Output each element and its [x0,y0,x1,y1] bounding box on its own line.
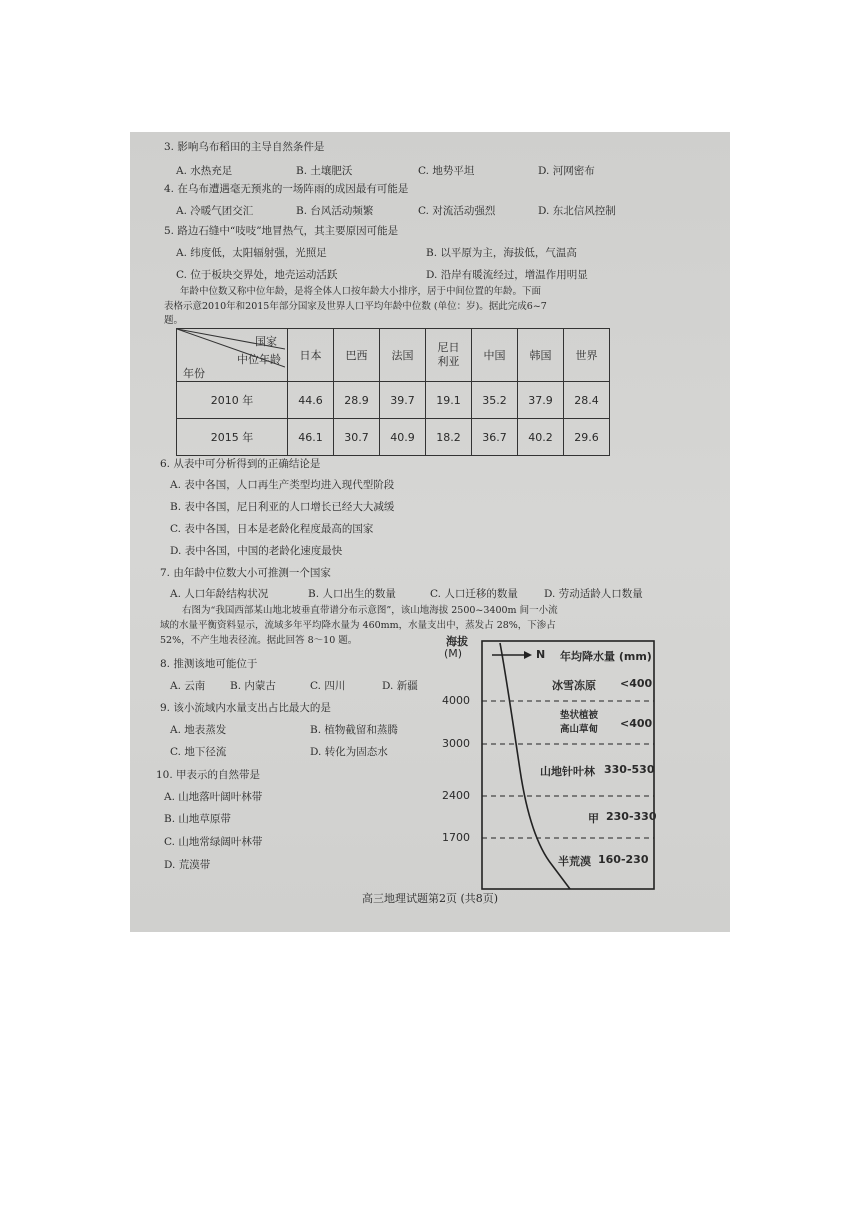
country-japan: 日本 [288,329,334,382]
q6-option-b: B. 表中各国，尼日利亚的人口增长已经大大减缓 [170,501,395,513]
cell-value: 35.2 [472,382,518,419]
cell-value: 46.1 [288,419,334,456]
q4-option-a: A. 冷暖气团交汇 [176,205,254,217]
q4-stem: 4. 在乌布遭遇毫无预兆的一场阵雨的成因最有可能是 [164,183,409,195]
diagram-y-title: 海拔 [446,635,468,648]
q5-option-c: C. 位于板块交界处，地壳运动活跃 [176,269,338,281]
country-brazil: 巴西 [334,329,380,382]
intro810-line1: 右图为“我国西部某山地北坡垂直带谱分布示意图”，该山地海拔 2500~3400m 间一小流 [182,605,558,616]
q8-option-c: C. 四川 [310,680,346,692]
q6-option-c: C. 表中各国，日本是老龄化程度最高的国家 [170,523,374,535]
zone-conifer-forest: 山地针叶林 [540,765,595,778]
intro67-line2: 表格示意2010年和2015年部分国家及世界人口平均年龄中位数 (单位：岁)。据此完成6~7 [164,301,547,312]
zone-alpine-meadow-precip: <400 [620,717,653,730]
cell-value: 29.6 [564,419,610,456]
q6-option-d: D. 表中各国，中国的老龄化速度最快 [170,545,343,557]
q10-option-a: A. 山地落叶阔叶林带 [164,791,263,803]
q6-option-a: A. 表中各国，人口再生产类型均进入现代型阶段 [170,479,395,491]
median-age-table [176,328,610,456]
zone-semi-desert: 半荒漠 [558,855,591,868]
q8-option-a: A. 云南 [170,680,206,692]
intro810-line2: 域的水量平衡资料显示，流域多年平均降水量为 460mm，水量支出中，蒸发占 28%，下渗占 [160,620,556,631]
q3-option-b: B. 土壤肥沃 [296,165,353,177]
q10-option-c: C. 山地常绿阔叶林带 [164,836,263,848]
q9-option-b: B. 植物截留和蒸腾 [310,724,398,736]
zone-snow-tundra: 冰雪冻原 [552,679,596,692]
zone-conifer-forest-precip: 330-530 [604,763,655,776]
q7-option-a: A. 人口年龄结构状况 [170,588,269,600]
vertical-zonation-diagram [440,635,660,893]
table-header-row [177,329,610,382]
zone-semi-desert-precip: 160-230 [598,853,649,866]
intro67-line1: 年龄中位数又称中位年龄，是将全体人口按年龄大小排序，居于中间位置的年龄。下面 [180,286,542,297]
q5-option-b: B. 以平原为主，海拔低，气温高 [426,247,577,259]
q3-option-c: C. 地势平坦 [418,165,475,177]
header-year-label: 年份 [183,367,205,380]
diagram-y-unit: (M) [444,647,463,660]
q9-stem: 9. 该小流域内水量支出占比最大的是 [160,702,331,714]
row-year: 2010 年 [177,382,288,419]
cell-value: 36.7 [472,419,518,456]
q7-option-c: C. 人口迁移的数量 [430,588,518,600]
q5-stem: 5. 路边石缝中“吱吱”地冒热气，其主要原因可能是 [164,225,399,237]
row-year: 2015 年 [177,419,288,456]
cell-value: 30.7 [334,419,380,456]
cell-value: 40.9 [380,419,426,456]
country-world: 世界 [564,329,610,382]
cell-value: 37.9 [518,382,564,419]
q5-option-a: A. 纬度低，太阳辐射强，光照足 [176,247,327,259]
q6-stem: 6. 从表中可分析得到的正确结论是 [160,458,321,470]
page-footer: 高三地理试题第2页 (共8页) [361,892,499,905]
header-median-label: 中位年龄 [237,353,281,366]
q3-option-a: A. 水热充足 [176,165,233,177]
country-nigeria: 尼日 利亚 [426,329,472,382]
table-row [177,419,610,456]
q4-option-c: C. 对流活动强烈 [418,205,496,217]
elevation-1700: 1700 [442,831,470,844]
q7-option-d: D. 劳动适龄人口数量 [544,588,643,600]
cell-value: 28.9 [334,382,380,419]
zone-jia: 甲 [588,812,599,825]
zone-snow-tundra-precip: <400 [620,677,653,690]
table-corner-header [177,329,288,382]
elevation-4000: 4000 [442,694,470,707]
zone-jia-precip: 230-330 [606,810,657,823]
zone-alpine-meadow: 垫状植被 高山草甸 [560,710,599,735]
q10-option-d: D. 荒漠带 [164,859,211,871]
precip-column-title: 年均降水量 (mm) [560,650,652,663]
cell-value: 40.2 [518,419,564,456]
q9-option-c: C. 地下径流 [170,746,227,758]
q4-option-d: D. 东北信风控制 [538,205,616,217]
header-country-label: 国家 [255,335,277,348]
table-row [177,382,610,419]
q4-option-b: B. 台风活动频繁 [296,205,374,217]
q7-stem: 7. 由年龄中位数大小可推测一个国家 [160,567,331,579]
elevation-2400: 2400 [442,789,470,802]
q10-stem: 10. 甲表示的自然带是 [156,769,261,781]
q3-stem: 3. 影响乌布稻田的主导自然条件是 [164,141,325,153]
cell-value: 28.4 [564,382,610,419]
intro67-line3: 题。 [164,315,184,326]
elevation-3000: 3000 [442,737,470,750]
q5-option-d: D. 沿岸有暖流经过，增温作用明显 [426,269,588,281]
country-france: 法国 [380,329,426,382]
cell-value: 19.1 [426,382,472,419]
q9-option-a: A. 地表蒸发 [170,724,227,736]
q8-stem: 8. 推测该地可能位于 [160,658,258,670]
q10-option-b: B. 山地草原带 [164,813,231,825]
q8-option-d: D. 新疆 [382,680,418,692]
cell-value: 18.2 [426,419,472,456]
north-label: N [536,648,546,661]
country-china: 中国 [472,329,518,382]
exam-page [130,132,730,932]
q8-option-b: B. 内蒙古 [230,680,276,692]
intro810-line3: 52%，不产生地表径流。据此回答 8～10 题。 [160,635,358,646]
cell-value: 44.6 [288,382,334,419]
q9-option-d: D. 转化为固态水 [310,746,388,758]
q3-option-d: D. 河网密布 [538,165,595,177]
country-korea: 韩国 [518,329,564,382]
q7-option-b: B. 人口出生的数量 [308,588,396,600]
cell-value: 39.7 [380,382,426,419]
